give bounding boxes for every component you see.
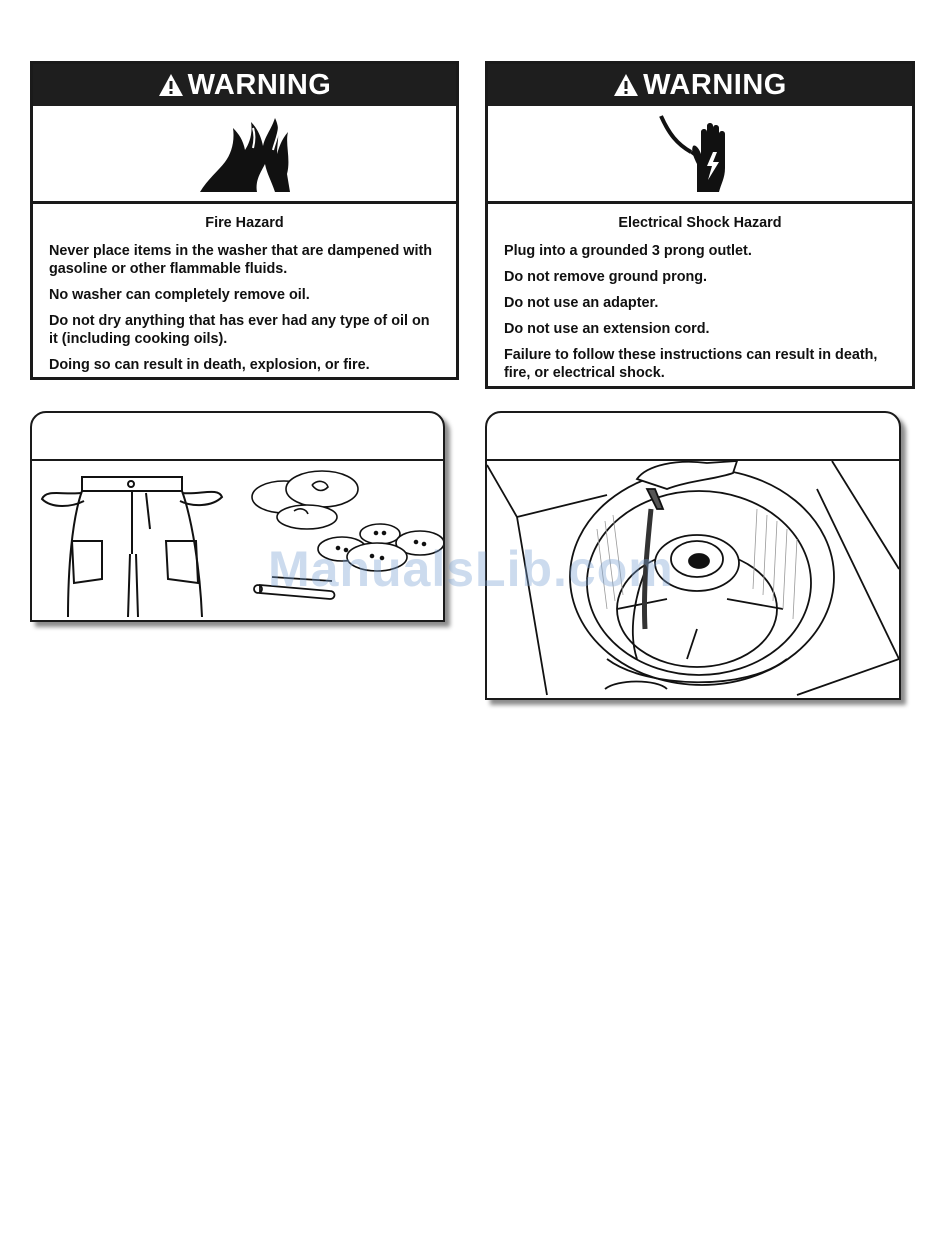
shock-icon-row	[488, 106, 912, 204]
fire-warning-box	[30, 61, 459, 380]
warning-line: Doing so can result in death, explosion, or fire.	[49, 357, 370, 373]
warning-triangle-icon	[613, 73, 639, 97]
warning-line: Do not use an extension cord.	[504, 321, 710, 337]
warning-line: No washer can completely remove oil.	[49, 287, 310, 303]
pockets-illustration-box	[30, 411, 445, 622]
electrical-warning-text	[488, 204, 912, 396]
warning-line: Do not dry anything that has ever had any type of oil on it (including cooking oils).	[49, 313, 430, 347]
hazard-title: Electrical Shock Hazard	[618, 215, 782, 231]
warning-line: Do not remove ground prong.	[504, 269, 708, 285]
warning-line: Failure to follow these instructions can result in death, fire, or electrical shock.	[504, 347, 878, 381]
illustration-tab	[487, 413, 899, 461]
electrical-shock-icon	[655, 112, 745, 196]
watermark: ManualsLib.com	[268, 541, 674, 597]
warning-header	[33, 64, 456, 106]
warning-header	[488, 64, 912, 106]
warning-line: Plug into a grounded 3 prong outlet.	[504, 243, 752, 259]
warning-title: WARNING	[643, 68, 787, 101]
electrical-warning-box	[485, 61, 915, 389]
illustration-tab	[32, 413, 443, 461]
warning-line: Do not use an adapter.	[504, 295, 659, 311]
fire-warning-text	[33, 204, 456, 388]
washer-basket-illustration	[487, 459, 899, 698]
fire-icon-row	[33, 106, 456, 204]
warning-triangle-icon	[158, 73, 184, 97]
hazard-title: Fire Hazard	[205, 215, 284, 231]
warning-title: WARNING	[187, 68, 332, 101]
pants-coins-illustration	[32, 459, 443, 620]
warning-line: Never place items in the washer that are dampened with gasoline or other flammable fluids.	[49, 243, 433, 277]
washer-illustration-box	[485, 411, 901, 700]
fire-icon	[195, 114, 295, 194]
